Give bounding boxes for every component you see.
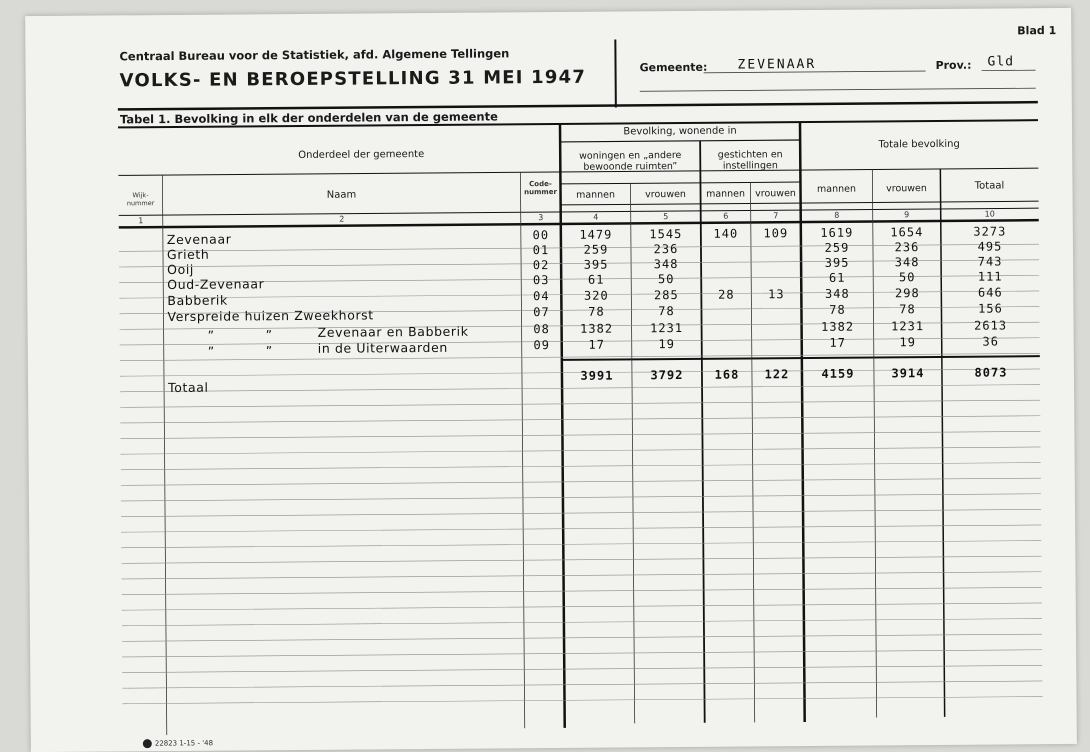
row-t-m: 348 — [801, 286, 873, 301]
column-number-6: 6 — [701, 211, 751, 220]
row-w-m: 61 — [561, 272, 631, 287]
printer-logo-icon — [143, 739, 152, 748]
column-number-1: 1 — [119, 216, 163, 225]
total-t-v: 3914 — [874, 366, 942, 381]
row-code: 08 — [522, 322, 562, 336]
row-t-m: 78 — [801, 302, 873, 317]
header-codenummer — [520, 180, 560, 196]
header-g-mannen: mannen — [701, 188, 751, 199]
row-w-m: 1479 — [561, 227, 631, 242]
row-t-t: 36 — [942, 334, 1040, 349]
row-t-m: 61 — [801, 270, 873, 285]
header-woningen — [560, 150, 700, 173]
row-code: 01 — [521, 243, 561, 257]
row-w-v: 78 — [631, 304, 701, 319]
row-t-v: 19 — [874, 335, 942, 350]
sheet-number: Blad 1 — [1017, 24, 1056, 37]
total-g-m: 168 — [702, 367, 752, 381]
gemeente-label: Gemeente: — [639, 61, 707, 75]
header-wijknummer — [119, 191, 163, 207]
row-t-t: 156 — [941, 301, 1039, 316]
column-number-4: 4 — [561, 212, 631, 222]
row-w-m: 17 — [562, 337, 632, 352]
row-t-v: 50 — [873, 270, 941, 285]
row-w-v: 50 — [631, 272, 701, 287]
row-w-v: 1545 — [631, 227, 701, 242]
row-t-v: 298 — [873, 286, 941, 301]
header-t-mannen: mannen — [800, 183, 872, 195]
footer-print-code: 22823 1-15 - '48 — [155, 739, 213, 747]
column-number-3: 3 — [521, 213, 561, 222]
row-code: 02 — [521, 258, 561, 272]
header-gestichten-line2: instellingen — [700, 160, 800, 172]
row-code: 09 — [522, 338, 562, 352]
row-naam: in de Uiterwaarden — [318, 340, 448, 356]
row-code: 07 — [521, 305, 561, 319]
row-g-v: 109 — [751, 226, 801, 240]
header-naam: Naam — [163, 188, 521, 202]
header-gestichten-line1: gestichten en — [700, 149, 800, 161]
row-code: 00 — [521, 228, 561, 242]
column-number-2: 2 — [163, 213, 521, 225]
header-t-vrouwen: vrouwen — [872, 183, 940, 195]
row-g-v: 13 — [751, 287, 801, 301]
row-t-v: 1654 — [873, 225, 941, 240]
header-gestichten — [700, 149, 800, 172]
row-t-m: 17 — [802, 335, 874, 350]
row-t-v: 78 — [873, 302, 941, 317]
column-number-10: 10 — [941, 209, 1039, 219]
header-totale-bevolking: Totale bevolking — [800, 138, 1038, 151]
footer-code — [143, 739, 213, 749]
row-t-m: 1619 — [801, 225, 873, 240]
row-w-v: 285 — [631, 288, 701, 303]
row-t-m: 259 — [801, 240, 873, 255]
row-g-m: 28 — [701, 287, 751, 301]
prov-label: Prov.: — [935, 59, 971, 72]
header-t-totaal: Totaal — [940, 180, 1038, 192]
row-code: 03 — [521, 273, 561, 287]
header-w-mannen: mannen — [561, 189, 631, 201]
row-w-m: 259 — [561, 242, 631, 257]
header-wijk-line1: Wijk- — [119, 191, 163, 199]
gemeente-value: ZEVENAAR — [737, 57, 816, 73]
row-w-m: 395 — [561, 257, 631, 272]
table-title: Tabel 1. Bevolking in elk der onderdelen van de gemeente — [120, 109, 498, 126]
total-w-m: 3991 — [562, 368, 632, 383]
row-naam: Ooij — [167, 262, 194, 277]
column-number-8: 8 — [801, 210, 873, 220]
row-naam: Verspreide huizen Zweekhorst — [167, 307, 373, 324]
bureau-name: Centraal Bureau voor de Statistiek, afd. Algemene Tellingen — [119, 46, 509, 63]
total-t-t: 8073 — [942, 365, 1040, 380]
ditto-mark: ” — [208, 328, 215, 343]
row-t-t: 2613 — [942, 318, 1040, 333]
header-woningen-line1: woningen en „andere — [560, 150, 700, 162]
header-onderdeel: Onderdeel der gemeente — [162, 148, 560, 162]
row-g-m: 140 — [701, 226, 751, 240]
ditto-mark: ” — [266, 343, 273, 358]
header-code-line1: Code- — [520, 180, 560, 188]
row-naam: Grieth — [167, 247, 210, 262]
row-naam: Zevenaar — [167, 232, 232, 248]
row-code: 04 — [521, 289, 561, 303]
ditto-mark: ” — [266, 327, 273, 342]
column-number-7: 7 — [751, 211, 801, 220]
row-t-m: 1382 — [802, 319, 874, 334]
row-t-v: 348 — [873, 255, 941, 270]
row-t-v: 236 — [873, 240, 941, 255]
prov-value: Gld — [987, 54, 1014, 69]
row-w-v: 348 — [631, 257, 701, 272]
row-w-v: 236 — [631, 242, 701, 257]
row-t-t: 743 — [941, 254, 1039, 269]
row-naam: Zevenaar en Babberik — [318, 324, 469, 340]
row-naam: Babberik — [167, 293, 228, 308]
row-t-t: 646 — [941, 285, 1039, 300]
header-w-vrouwen: vrouwen — [631, 189, 701, 201]
total-g-v: 122 — [752, 367, 802, 381]
ditto-mark: ” — [208, 344, 215, 359]
header-bevolking-wonende: Bevolking, wonende in — [560, 125, 800, 138]
total-row-label: Totaal — [168, 380, 209, 395]
row-t-t: 495 — [941, 239, 1039, 254]
row-w-v: 19 — [632, 337, 702, 352]
form-title: VOLKS- EN BEROEPSTELLING 31 MEI 1947 — [120, 67, 587, 92]
census-form-sheet — [25, 8, 1077, 752]
header-woningen-line2: bewoonde ruimten” — [560, 161, 700, 173]
header-code-line2: nummer — [520, 188, 560, 196]
row-naam: Oud-Zevenaar — [167, 276, 264, 292]
row-w-m: 78 — [561, 304, 631, 319]
column-number-9: 9 — [873, 210, 941, 220]
row-t-t: 3273 — [941, 224, 1039, 239]
row-w-m: 1382 — [562, 321, 632, 336]
row-w-m: 320 — [561, 288, 631, 303]
row-t-v: 1231 — [874, 319, 942, 334]
total-t-m: 4159 — [802, 366, 874, 381]
row-t-m: 395 — [801, 255, 873, 270]
row-t-t: 111 — [941, 269, 1039, 284]
column-number-5: 5 — [631, 212, 701, 222]
row-w-v: 1231 — [632, 321, 702, 336]
total-w-v: 3792 — [632, 368, 702, 383]
header-g-vrouwen: vrouwen — [751, 188, 801, 199]
header-wijk-line2: nummer — [119, 199, 163, 207]
